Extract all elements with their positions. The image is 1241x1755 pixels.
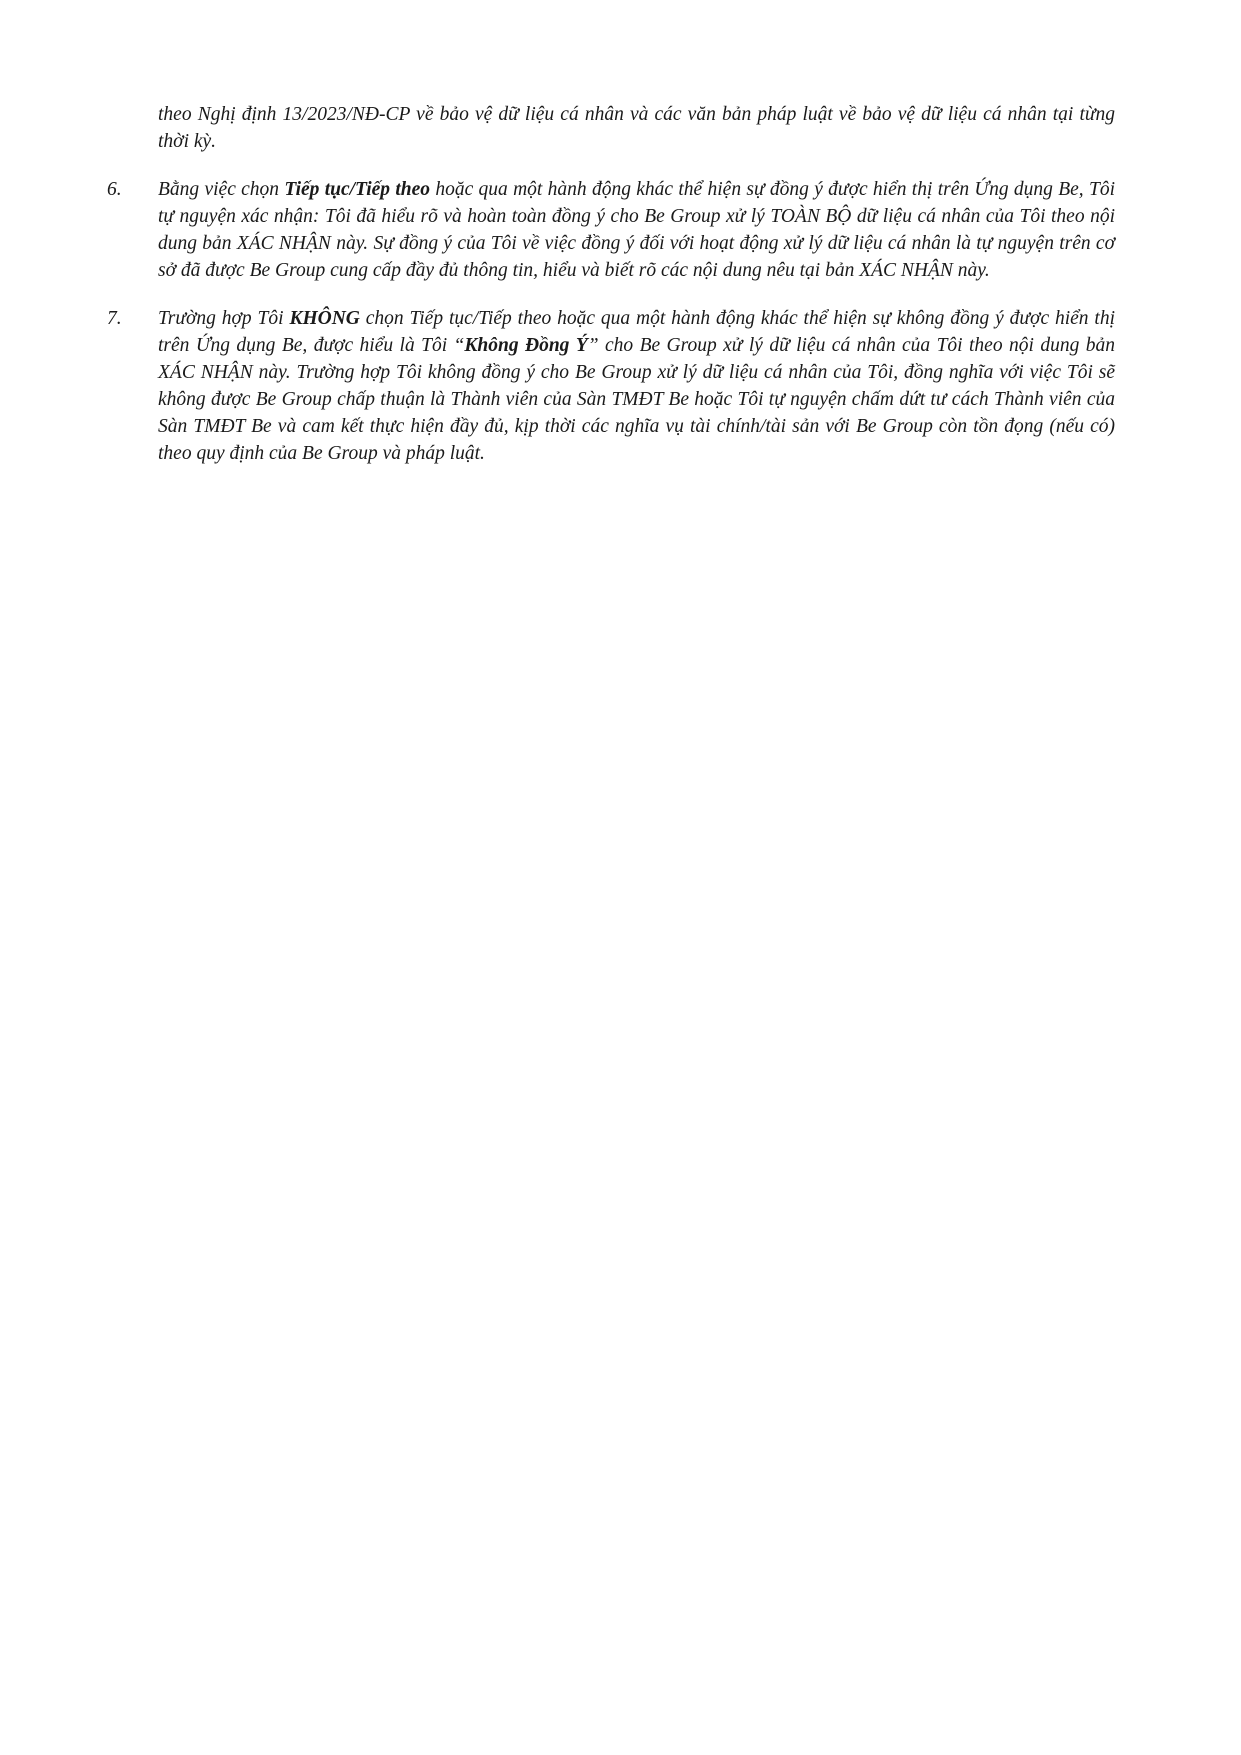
bold-phrase-khong: KHÔNG [289, 308, 360, 329]
item-6-paragraph [158, 176, 1115, 284]
paragraph-text: Bằng việc chọn [158, 179, 285, 200]
paragraph-text: Trường hợp Tôi [158, 308, 290, 329]
paragraph-text: ” cho Be Group xử lý dữ liệu cá nhân của Tôi theo nội dung bản XÁC NHẬN này. Trường hợp Tôi không đồng ý cho Be Group xử lý dữ liệu cá nhân của Tôi, đồng nghĩa với việc Tôi sẽ không được Be Group chấp thuận là Thành viên của Sàn TMĐT Be hoặc Tôi tự nguyện chấm dứt tư cách Thành viên của Sàn TMĐT Be và cam kết thực hiện đầy đủ, kịp thời các nghĩa vụ tài chính/tài sản với Be Group còn tồn đọng (nếu có) theo quy định của Be Group và pháp luật. [158, 335, 1115, 464]
paragraph-text: hoặc qua một hành động khác thể hiện sự đồng ý được hiển thị trên Ứng dụng Be, Tôi tự nguyện xác nhận: Tôi đã hiểu rõ và hoàn toàn đồng ý cho Be Group xử lý TOÀN BỘ dữ liệu cá nhân của Tôi theo nội dung bản XÁC NHẬN này. Sự đồng ý của Tôi về việc đồng ý đối với hoạt động xử lý dữ liệu cá nhân là tự nguyện trên cơ sở đã được Be Group cung cấp đầy đủ thông tin, hiểu và biết rõ các nội dung nêu tại bản XÁC NHẬN này. [158, 179, 1115, 281]
bold-phrase-tiep-tuc-tiep-theo: Tiếp tục/Tiếp theo [284, 179, 431, 200]
item-7-paragraph [158, 305, 1115, 467]
item-number-7: 7. [107, 308, 122, 329]
list-item-6 [107, 176, 1115, 284]
bold-phrase-khong-dong-y: Không Đồng Ý [464, 335, 588, 356]
paragraph-text: chọn Tiếp tục/Tiếp theo hoặc qua một hành động khác thể hiện sự không đồng ý được hiển thị trên Ứng dụng Be, được hiểu là Tôi “ [158, 308, 1116, 356]
item-number-6: 6. [107, 179, 122, 200]
paragraph-text: theo Nghị định 13/2023/NĐ-CP về bảo vệ dữ liệu cá nhân và các văn bản pháp luật về bảo vệ dữ liệu cá nhân tại từng thời kỳ. [158, 104, 1115, 152]
continuation-paragraph [158, 101, 1115, 155]
list-item-7 [107, 305, 1115, 467]
